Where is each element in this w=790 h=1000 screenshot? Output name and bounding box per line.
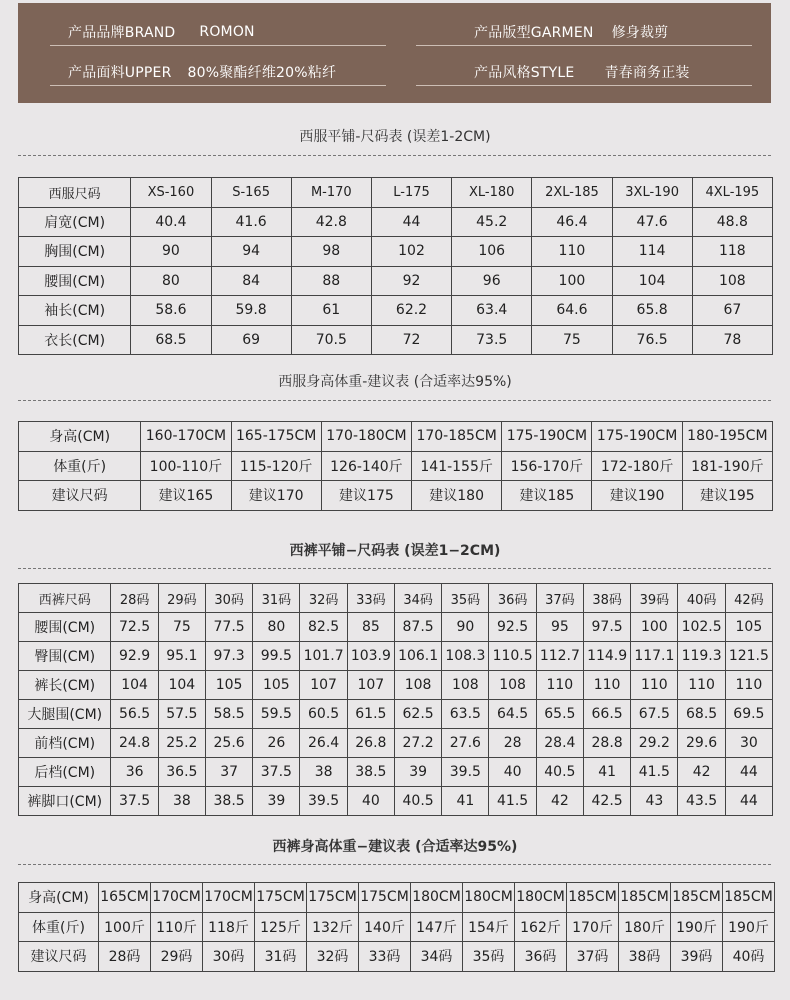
column-header-cell: 4XL-195 — [692, 178, 772, 208]
table-header-row — [19, 584, 773, 613]
table-cell: 175CM — [359, 883, 411, 913]
column-header-cell: 37码 — [536, 584, 583, 613]
table-cell: 40.5 — [394, 787, 441, 816]
table-cell: 77.5 — [205, 613, 252, 642]
table-cell: 170-185CM — [412, 422, 502, 452]
table-cell: 37.5 — [111, 787, 158, 816]
table-cell: 170CM — [203, 883, 255, 913]
table-cell: 110 — [631, 671, 678, 700]
table-row — [19, 758, 773, 787]
table-cell: 78 — [692, 325, 772, 355]
table-cell: 185CM — [723, 883, 775, 913]
table-cell: 68.5 — [678, 700, 725, 729]
column-header-cell: 36码 — [489, 584, 536, 613]
fabric-label: 产品面料UPPER — [68, 65, 172, 81]
table-cell: 62.5 — [394, 700, 441, 729]
table-cell: 66.5 — [583, 700, 630, 729]
row-label-cell: 身高(CM) — [19, 422, 141, 452]
row-label-cell: 袖长(CM) — [19, 296, 131, 326]
table-cell: 132斤 — [307, 912, 359, 942]
table-cell: 147斤 — [411, 912, 463, 942]
table-cell: 82.5 — [300, 613, 347, 642]
row-label-cell: 裤脚口(CM) — [19, 787, 111, 816]
type-value: 修身裁剪 — [611, 25, 669, 41]
table-cell: 92.9 — [111, 642, 158, 671]
table-cell: 建议190 — [592, 481, 682, 511]
table-row — [19, 266, 773, 296]
table-row — [19, 729, 773, 758]
table-cell: 46.4 — [532, 207, 612, 237]
row-label-cell: 建议尺码 — [19, 481, 141, 511]
table-cell: 190斤 — [671, 912, 723, 942]
table-cell: 28.4 — [536, 729, 583, 758]
table-cell: 40码 — [723, 942, 775, 972]
table-cell: 建议195 — [682, 481, 772, 511]
table-header-row — [19, 178, 773, 208]
table-cell: 31码 — [255, 942, 307, 972]
table-cell: 175CM — [255, 883, 307, 913]
table-cell: 72.5 — [111, 613, 158, 642]
table-cell: 110 — [583, 671, 630, 700]
table-cell: 95.1 — [158, 642, 205, 671]
table-cell: 97.5 — [583, 613, 630, 642]
table-cell: 41 — [583, 758, 630, 787]
row-label-cell: 体重(斤) — [19, 912, 99, 942]
table-row — [19, 451, 773, 481]
table-cell: 165CM — [99, 883, 151, 913]
table-cell: 175-190CM — [592, 422, 682, 452]
table-cell: 80 — [131, 266, 211, 296]
column-header-cell: 28码 — [111, 584, 158, 613]
table-cell: 107 — [300, 671, 347, 700]
table-cell: 67.5 — [631, 700, 678, 729]
table-cell: 88 — [291, 266, 371, 296]
table-cell: 75 — [532, 325, 612, 355]
table-row — [19, 207, 773, 237]
table-cell: 24.8 — [111, 729, 158, 758]
suit-size-table — [18, 177, 773, 355]
table-cell: 180CM — [463, 883, 515, 913]
table-cell: 41.6 — [211, 207, 291, 237]
table-cell: 68.5 — [131, 325, 211, 355]
table-cell: 108 — [394, 671, 441, 700]
table-row — [19, 481, 773, 511]
row-label-cell: 体重(斤) — [19, 451, 141, 481]
table-cell: 61.5 — [347, 700, 394, 729]
column-header-cell: XL-180 — [452, 178, 532, 208]
table-cell: 170-180CM — [321, 422, 411, 452]
table-cell: 64.6 — [532, 296, 612, 326]
table-cell: 36 — [111, 758, 158, 787]
table-cell: 36码 — [515, 942, 567, 972]
table-cell: 165-175CM — [231, 422, 321, 452]
table-cell: 38码 — [619, 942, 671, 972]
table-cell: 105 — [253, 671, 300, 700]
table-cell: 27.2 — [394, 729, 441, 758]
table-cell: 45.2 — [452, 207, 532, 237]
brand-row — [68, 22, 255, 42]
brand-value: ROMON — [199, 24, 255, 40]
row-label-cell: 胸围(CM) — [19, 237, 131, 267]
suit-rec-table — [18, 421, 773, 511]
table-cell: 37 — [205, 758, 252, 787]
table-cell: 125斤 — [255, 912, 307, 942]
row-label-cell: 前档(CM) — [19, 729, 111, 758]
table-cell: 29.2 — [631, 729, 678, 758]
table-cell: 38.5 — [205, 787, 252, 816]
table-cell: 33码 — [359, 942, 411, 972]
table-cell: 75 — [158, 613, 205, 642]
table-cell: 175-190CM — [502, 422, 592, 452]
table-cell: 38.5 — [347, 758, 394, 787]
table-cell: 28.8 — [583, 729, 630, 758]
table-cell: 102 — [371, 237, 451, 267]
table-cell: 160-170CM — [141, 422, 231, 452]
table-cell: 建议170 — [231, 481, 321, 511]
table-cell: 108 — [692, 266, 772, 296]
table-cell: 60.5 — [300, 700, 347, 729]
table-cell: 37.5 — [253, 758, 300, 787]
brand-label: 产品品牌BRAND — [68, 25, 176, 41]
column-header-cell: 30码 — [205, 584, 252, 613]
table-cell: 72 — [371, 325, 451, 355]
table-cell: 28码 — [99, 942, 151, 972]
product-info-banner — [18, 3, 771, 103]
table-cell: 119.3 — [678, 642, 725, 671]
table-cell: 42.5 — [583, 787, 630, 816]
dashed-divider — [18, 568, 771, 569]
table-cell: 115-120斤 — [231, 451, 321, 481]
table-cell: 43.5 — [678, 787, 725, 816]
banner-divider — [50, 85, 386, 86]
column-header-cell: 35码 — [442, 584, 489, 613]
table-cell: 38 — [158, 787, 205, 816]
table-cell: 41.5 — [489, 787, 536, 816]
table-cell: 建议185 — [502, 481, 592, 511]
table-cell: 92.5 — [489, 613, 536, 642]
table-cell: 62.2 — [371, 296, 451, 326]
dashed-divider — [18, 155, 771, 156]
table-cell: 103.9 — [347, 642, 394, 671]
pants-rec-table — [18, 882, 775, 972]
table-cell: 185CM — [619, 883, 671, 913]
pants-size-title: 西裤平铺−尺码表 (误差1−2CM) — [289, 543, 501, 559]
table-cell: 27.6 — [442, 729, 489, 758]
table-cell: 90 — [442, 613, 489, 642]
row-label-cell: 西裤尺码 — [19, 584, 111, 613]
table-cell: 118 — [692, 237, 772, 267]
row-label-cell: 大腿围(CM) — [19, 700, 111, 729]
table-cell: 110 — [536, 671, 583, 700]
table-cell: 96 — [452, 266, 532, 296]
table-cell: 30 — [725, 729, 772, 758]
table-cell: 108 — [442, 671, 489, 700]
table-cell: 40.4 — [131, 207, 211, 237]
table-cell: 140斤 — [359, 912, 411, 942]
table-cell: 106 — [452, 237, 532, 267]
type-label: 产品版型GARMEN — [474, 25, 594, 41]
table-cell: 39.5 — [300, 787, 347, 816]
table-cell: 112.7 — [536, 642, 583, 671]
table-cell: 48.8 — [692, 207, 772, 237]
table-cell: 154斤 — [463, 912, 515, 942]
table-cell: 180CM — [515, 883, 567, 913]
table-cell: 32码 — [307, 942, 359, 972]
table-cell: 42.8 — [291, 207, 371, 237]
table-cell: 29码 — [151, 942, 203, 972]
table-cell: 90 — [131, 237, 211, 267]
table-cell: 185CM — [671, 883, 723, 913]
table-cell: 105 — [725, 613, 772, 642]
table-cell: 建议165 — [141, 481, 231, 511]
pants-rec-title: 西裤身高体重−建议表 (合适率达95%) — [272, 839, 518, 855]
column-header-cell: 32码 — [300, 584, 347, 613]
table-row — [19, 700, 773, 729]
row-label-cell: 腰围(CM) — [19, 266, 131, 296]
table-cell: 56.5 — [111, 700, 158, 729]
table-cell: 25.2 — [158, 729, 205, 758]
table-row — [19, 883, 775, 913]
table-row — [19, 237, 773, 267]
table-cell: 26 — [253, 729, 300, 758]
table-cell: 156-170斤 — [502, 451, 592, 481]
table-row — [19, 942, 775, 972]
table-cell: 59.8 — [211, 296, 291, 326]
column-header-cell: 40码 — [678, 584, 725, 613]
style-value: 青春商务正装 — [604, 65, 690, 81]
table-cell: 63.5 — [442, 700, 489, 729]
table-cell: 126-140斤 — [321, 451, 411, 481]
table-cell: 107 — [347, 671, 394, 700]
table-cell: 25.6 — [205, 729, 252, 758]
table-cell: 185CM — [567, 883, 619, 913]
table-cell: 108 — [489, 671, 536, 700]
table-cell: 105 — [205, 671, 252, 700]
table-cell: 38 — [300, 758, 347, 787]
banner-divider — [416, 45, 752, 46]
dashed-divider — [18, 400, 771, 401]
table-cell: 102.5 — [678, 613, 725, 642]
column-header-cell: 2XL-185 — [532, 178, 612, 208]
table-cell: 43 — [631, 787, 678, 816]
table-cell: 172-180斤 — [592, 451, 682, 481]
table-cell: 110 — [532, 237, 612, 267]
table-cell: 141-155斤 — [412, 451, 502, 481]
table-cell: 97.3 — [205, 642, 252, 671]
table-cell: 98 — [291, 237, 371, 267]
table-row — [19, 325, 773, 355]
table-row — [19, 787, 773, 816]
table-cell: 39码 — [671, 942, 723, 972]
table-cell: 99.5 — [253, 642, 300, 671]
pants-size-table — [18, 583, 773, 816]
table-cell: 39 — [253, 787, 300, 816]
table-cell: 64.5 — [489, 700, 536, 729]
suit-rec-title: 西服身高体重-建议表 (合适率达95%) — [278, 374, 512, 390]
type-row — [474, 22, 668, 42]
table-cell: 180-195CM — [682, 422, 772, 452]
table-cell: 42 — [536, 787, 583, 816]
table-cell: 94 — [211, 237, 291, 267]
column-header-cell: 31码 — [253, 584, 300, 613]
table-cell: 35码 — [463, 942, 515, 972]
style-row — [474, 62, 690, 82]
table-cell: 69 — [211, 325, 291, 355]
column-header-cell: 33码 — [347, 584, 394, 613]
column-header-cell: 29码 — [158, 584, 205, 613]
table-cell: 76.5 — [612, 325, 692, 355]
table-cell: 42 — [678, 758, 725, 787]
table-cell: 110 — [725, 671, 772, 700]
table-cell: 28 — [489, 729, 536, 758]
table-cell: 181-190斤 — [682, 451, 772, 481]
table-cell: 26.4 — [300, 729, 347, 758]
table-cell: 110.5 — [489, 642, 536, 671]
table-cell: 100-110斤 — [141, 451, 231, 481]
table-cell: 30码 — [203, 942, 255, 972]
table-cell: 180斤 — [619, 912, 671, 942]
banner-divider — [416, 85, 752, 86]
row-label-cell: 衣长(CM) — [19, 325, 131, 355]
table-cell: 26.8 — [347, 729, 394, 758]
table-cell: 162斤 — [515, 912, 567, 942]
table-cell: 70.5 — [291, 325, 371, 355]
table-row — [19, 912, 775, 942]
table-cell: 118斤 — [203, 912, 255, 942]
style-label: 产品风格STYLE — [474, 65, 575, 81]
table-cell: 100斤 — [99, 912, 151, 942]
row-label-cell: 肩宽(CM) — [19, 207, 131, 237]
table-cell: 110 — [678, 671, 725, 700]
table-cell: 65.5 — [536, 700, 583, 729]
table-cell: 106.1 — [394, 642, 441, 671]
table-cell: 41 — [442, 787, 489, 816]
column-header-cell: M-170 — [291, 178, 371, 208]
table-cell: 47.6 — [612, 207, 692, 237]
table-cell: 175CM — [307, 883, 359, 913]
table-cell: 80 — [253, 613, 300, 642]
table-cell: 61 — [291, 296, 371, 326]
table-cell: 84 — [211, 266, 291, 296]
column-header-cell: 34码 — [394, 584, 441, 613]
table-cell: 190斤 — [723, 912, 775, 942]
table-cell: 63.4 — [452, 296, 532, 326]
table-cell: 37码 — [567, 942, 619, 972]
column-header-cell: 39码 — [631, 584, 678, 613]
table-row — [19, 671, 773, 700]
table-cell: 100 — [532, 266, 612, 296]
table-cell: 39.5 — [442, 758, 489, 787]
table-cell: 114 — [612, 237, 692, 267]
column-header-cell: 42码 — [725, 584, 772, 613]
row-label-cell: 后档(CM) — [19, 758, 111, 787]
banner-divider — [50, 45, 386, 46]
table-cell: 73.5 — [452, 325, 532, 355]
table-cell: 44 — [371, 207, 451, 237]
table-cell: 104 — [612, 266, 692, 296]
table-cell: 58.5 — [205, 700, 252, 729]
suit-size-title: 西服平铺-尺码表 (误差1-2CM) — [299, 129, 491, 145]
table-cell: 44 — [725, 787, 772, 816]
table-cell: 39 — [394, 758, 441, 787]
row-label-cell: 臀围(CM) — [19, 642, 111, 671]
row-label-cell: 建议尺码 — [19, 942, 99, 972]
table-cell: 121.5 — [725, 642, 772, 671]
table-cell: 29.6 — [678, 729, 725, 758]
row-label-cell: 裤长(CM) — [19, 671, 111, 700]
table-cell: 57.5 — [158, 700, 205, 729]
table-cell: 建议180 — [412, 481, 502, 511]
table-cell: 67 — [692, 296, 772, 326]
table-row — [19, 642, 773, 671]
dashed-divider — [18, 864, 771, 865]
table-cell: 40.5 — [536, 758, 583, 787]
row-label-cell: 腰围(CM) — [19, 613, 111, 642]
column-header-cell: XS-160 — [131, 178, 211, 208]
table-row — [19, 613, 773, 642]
table-cell: 40 — [347, 787, 394, 816]
table-cell: 108.3 — [442, 642, 489, 671]
column-header-cell: L-175 — [371, 178, 451, 208]
table-cell: 92 — [371, 266, 451, 296]
table-cell: 114.9 — [583, 642, 630, 671]
column-header-cell: S-165 — [211, 178, 291, 208]
table-cell: 41.5 — [631, 758, 678, 787]
column-header-cell: 38码 — [583, 584, 630, 613]
table-cell: 36.5 — [158, 758, 205, 787]
table-cell: 170斤 — [567, 912, 619, 942]
table-cell: 117.1 — [631, 642, 678, 671]
table-cell: 85 — [347, 613, 394, 642]
fabric-row — [68, 62, 336, 82]
table-cell: 110斤 — [151, 912, 203, 942]
table-cell: 87.5 — [394, 613, 441, 642]
table-cell: 65.8 — [612, 296, 692, 326]
row-label-cell: 身高(CM) — [19, 883, 99, 913]
fabric-value: 80%聚酯纤维20%粘纤 — [187, 65, 337, 81]
table-cell: 101.7 — [300, 642, 347, 671]
table-cell: 34码 — [411, 942, 463, 972]
table-cell: 170CM — [151, 883, 203, 913]
column-header-cell: 3XL-190 — [612, 178, 692, 208]
table-cell: 40 — [489, 758, 536, 787]
table-cell: 建议175 — [321, 481, 411, 511]
table-cell: 180CM — [411, 883, 463, 913]
table-cell: 104 — [111, 671, 158, 700]
table-row — [19, 296, 773, 326]
table-cell: 95 — [536, 613, 583, 642]
table-cell: 69.5 — [725, 700, 772, 729]
table-cell: 44 — [725, 758, 772, 787]
table-row — [19, 422, 773, 452]
row-label-cell: 西服尺码 — [19, 178, 131, 208]
table-cell: 100 — [631, 613, 678, 642]
table-cell: 58.6 — [131, 296, 211, 326]
table-cell: 59.5 — [253, 700, 300, 729]
table-cell: 104 — [158, 671, 205, 700]
